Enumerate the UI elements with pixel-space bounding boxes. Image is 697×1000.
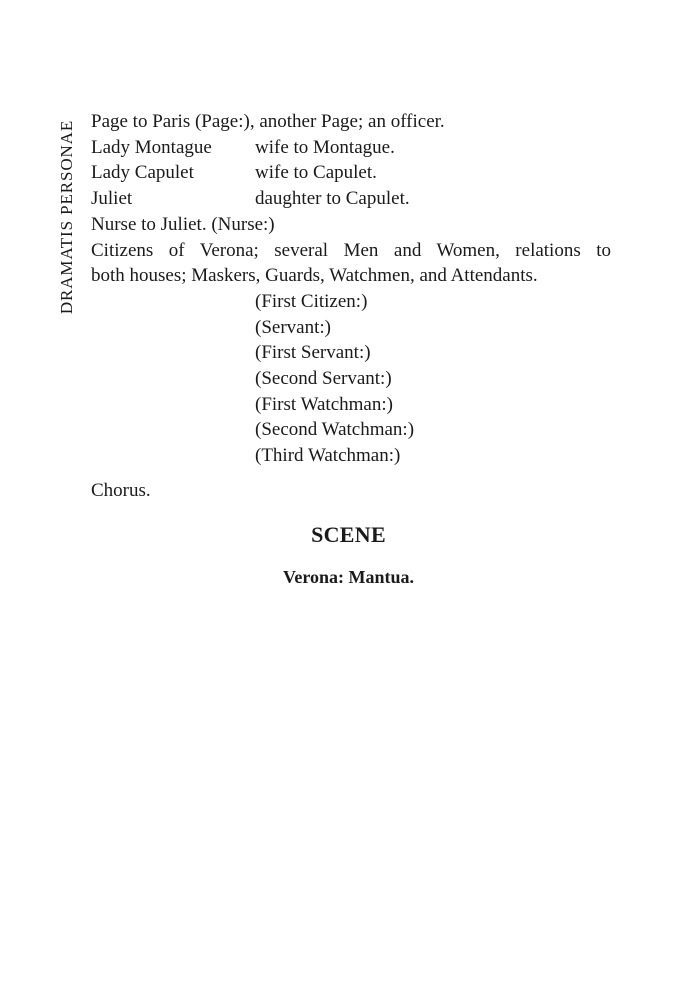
cast-pair-juliet [91,186,611,212]
cast-description: wife to Montague. [255,136,395,158]
cast-line-citizens-1: Citizens of Verona; several Men and Women, relations to [91,239,611,261]
speaker-tag: (First Watchman:) [255,393,393,415]
cast-line-citizens-2: both houses; Maskers, Guards, Watchmen, and Attendants. [91,265,538,287]
cast-description: wife to Capulet. [255,162,377,184]
scene-location: Verona: Mantua. [282,567,414,587]
speaker-tag: (Third Watchman:) [255,445,401,467]
speaker-tag: (Second Servant:) [255,368,392,390]
speaker-tag: (Second Watchman:) [255,419,415,441]
side-header-text: DRAMATIS PERSONAE [57,119,76,315]
cast-pair-lady-capulet [91,160,611,186]
dramatis-personae-side-header [54,112,80,322]
scene-heading: SCENE [311,522,386,547]
cast-description: daughter to Capulet. [255,188,410,210]
cast-list [91,109,611,504]
cast-line-chorus: Chorus. [91,479,151,501]
cast-line-page: Page to Paris (Page:), another Page; an officer. [91,111,445,132]
cast-role: Lady Capulet [91,162,194,184]
speaker-tag: (First Citizen:) [255,290,368,312]
cast-pair-lady-montague [91,135,611,161]
speaker-tag: (Servant:) [255,316,331,338]
speaker-tag: (First Servant:) [255,342,371,364]
cast-role: Juliet [91,188,133,210]
cast-line-nurse: Nurse to Juliet. (Nurse:) [91,213,275,235]
cast-role: Lady Montague [91,136,212,158]
